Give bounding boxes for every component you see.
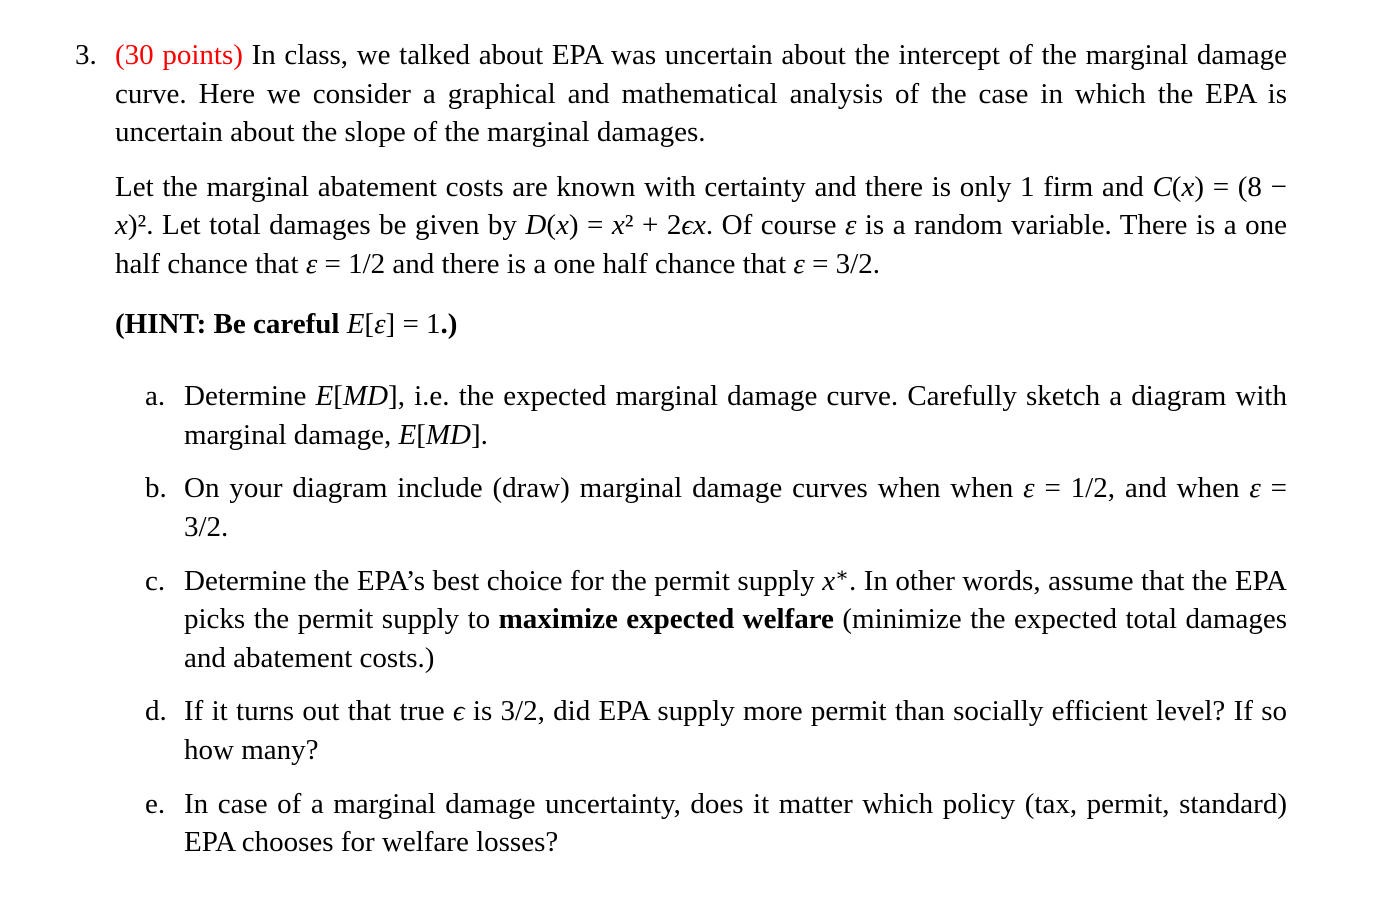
subitem-c [145, 562, 1287, 678]
text-segment: = 3/2. [804, 247, 880, 280]
text-segment: [ [364, 307, 375, 340]
text-segment: Determine [184, 380, 316, 413]
subitem-a [145, 377, 1287, 454]
text-segment: ) = (8 − [1194, 170, 1287, 203]
text-segment: is a random variable. There is a one half chance that [115, 209, 1287, 280]
text-segment: (HINT: Be careful [115, 307, 347, 340]
text-segment: ε [374, 307, 386, 340]
problem-content [115, 36, 1287, 877]
subquestion-list [145, 377, 1287, 862]
text-segment: (30 points) [115, 39, 243, 71]
problem-setup-paragraph [115, 168, 1287, 284]
subitem-text-d [184, 692, 1287, 769]
problem-number: 3. [75, 39, 97, 71]
text-segment: [ [416, 418, 426, 451]
subitem-d [145, 692, 1287, 769]
text-segment: x [556, 209, 569, 242]
text-segment: In case of a marginal damage uncertainty, does it matter which policy (tax, permit, standard) EPA chooses for welfare losses? [184, 787, 1287, 859]
text-segment: x [822, 564, 836, 597]
text-segment: E [398, 418, 417, 451]
text-segment: ε [793, 247, 805, 280]
subitem-b [145, 469, 1287, 546]
text-segment: E [346, 307, 365, 340]
text-segment: ∗ [835, 564, 849, 587]
subitem-label-c: c. [145, 564, 166, 597]
subitem-label-d: d. [145, 695, 167, 728]
text-segment: .) [440, 307, 458, 340]
text-segment: = 1/2 and there is a one half chance that [317, 247, 794, 280]
subitem-text-b [184, 469, 1287, 546]
text-segment: MD [425, 418, 471, 451]
text-segment: ε [305, 247, 318, 280]
subitem-text-e [184, 785, 1287, 862]
text-segment: C [1152, 170, 1172, 203]
text-segment: ε [844, 209, 857, 242]
text-segment: If it turns out that true [184, 695, 453, 728]
text-segment: )². Let total damages be given by [127, 209, 526, 242]
hint-line [115, 305, 1287, 344]
subitem-label-a: a. [145, 380, 166, 413]
text-segment: ε [1023, 472, 1035, 505]
text-segment: x [1181, 170, 1195, 203]
text-segment: ϵx [681, 209, 706, 242]
text-segment: MD [342, 380, 389, 413]
text-segment: = 3/2. [184, 472, 1288, 543]
text-segment: x [611, 209, 625, 242]
text-segment: D [525, 209, 547, 242]
text-segment: (minimize the expected total damages and abatement costs.) [184, 603, 1287, 674]
subitem-label-e: e. [145, 787, 166, 820]
subitem-text-a [184, 377, 1287, 454]
problem-intro-paragraph [115, 36, 1287, 152]
text-segment: On your diagram include (draw) marginal damage curves when when [184, 472, 1024, 505]
text-segment: x [115, 209, 128, 242]
subitem-text-c [184, 562, 1287, 678]
text-segment: . In other words, assume that the EPA picks the permit supply to [184, 564, 1287, 636]
subitem-label-b: b. [145, 472, 167, 505]
document-page [75, 36, 1287, 877]
text-segment: ² + 2 [624, 209, 682, 242]
text-segment: ( [546, 209, 557, 242]
text-segment: E [315, 380, 334, 413]
text-segment: maximize expected welfare [498, 603, 834, 636]
text-segment: ϵ [452, 695, 465, 728]
text-segment: ] = 1 [385, 307, 441, 340]
text-segment: = 1/2, and when [1034, 472, 1250, 505]
text-segment: Determine the EPA’s best choice for the permit supply [184, 564, 823, 597]
subitem-e [145, 785, 1287, 862]
text-segment: is 3/2, did EPA supply more permit than socially efficient level? If so how many? [184, 695, 1287, 766]
problem-3 [75, 36, 1287, 877]
text-segment: [ [333, 380, 343, 413]
text-segment: In class, we talked about EPA was uncertain about the intercept of the marginal damage curve. Here we consider a graphical and mathematical analysis of the case in which the EPA is uncertain about the slope of the marginal damages. [115, 39, 1287, 149]
text-segment: ) = [568, 209, 612, 242]
text-segment: ]. [470, 418, 488, 451]
text-segment: ], i.e. the expected marginal damage curve. Carefully sketch a diagram with marginal damage, [184, 380, 1287, 451]
text-segment: ε [1249, 472, 1261, 505]
text-segment: Let the marginal abatement costs are known with certainty and there is only 1 firm and [115, 170, 1153, 203]
text-segment: . Of course [705, 209, 845, 242]
text-segment: ( [1171, 170, 1182, 203]
